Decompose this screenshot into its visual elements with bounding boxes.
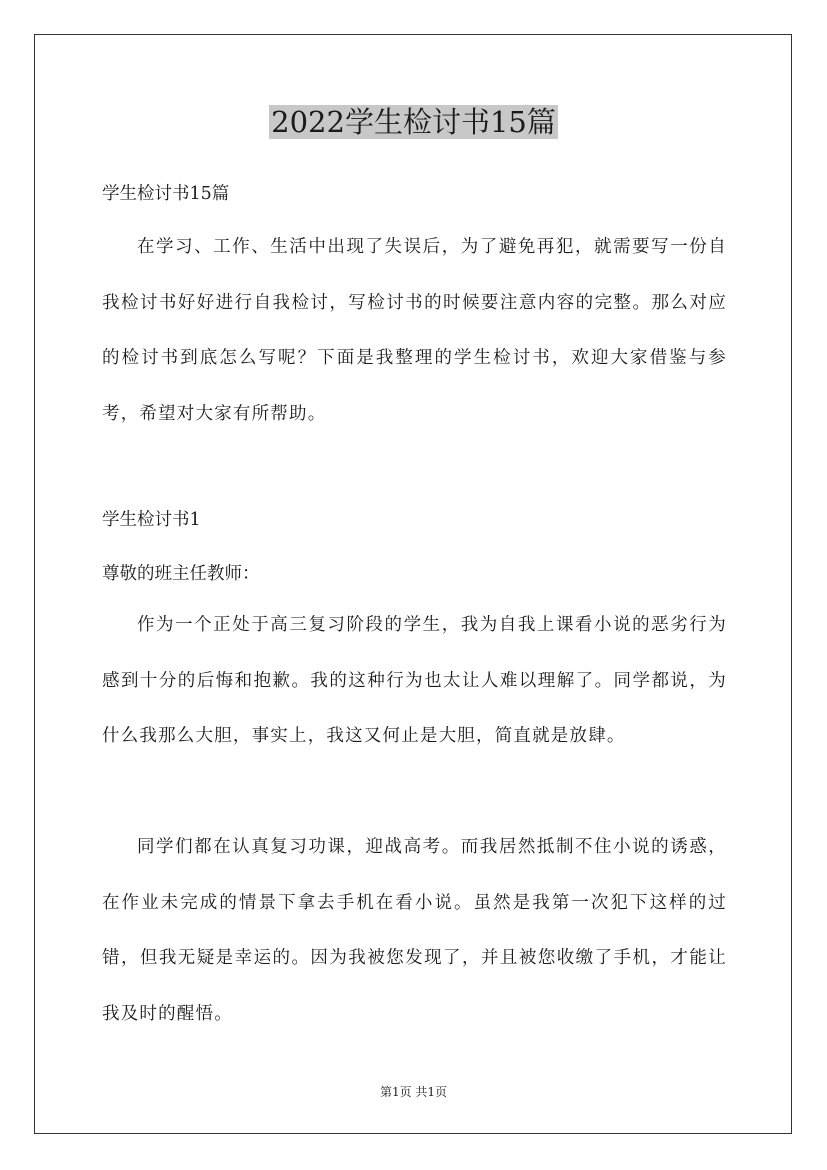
page-number-footer: 第1页 共1页: [379, 1085, 448, 1099]
section-heading: 学生检讨书1: [102, 510, 201, 530]
document-title: [0, 101, 827, 143]
intro-paragraph: 在学习、工作、生活中出现了失误后，为了避免再犯，就需要写一份自我检讨书好好进行自我检讨，写检讨书的时候要注意内容的完整。那么对应的检讨书到底怎么写呢？下面是我整理的学生检讨书，欢迎大家借鉴与参考，希望对大家有所帮助。: [102, 237, 727, 424]
body-paragraph-2: 同学们都在认真复习功课，迎战高考。而我居然抵制不住小说的诱惑，在作业未完成的情景下拿去手机在看小说。虽然是我第一次犯下这样的过错，但我无疑是幸运的。因为我被您发现了，并且被您收缴了手机，才能让我及时的醒悟。: [102, 837, 727, 1024]
salutation: 尊敬的班主任教师：: [102, 564, 260, 584]
document-subtitle: 学生检讨书15篇: [102, 184, 230, 204]
body-paragraph-1: 作为一个正处于高三复习阶段的学生，我为自我上课看小说的恶劣行为感到十分的后悔和抱歉。我的这种行为也太让人难以理解了。同学都说，为什么我那么大胆，事实上，我这又何止是大胆，简直就是放肆。: [102, 615, 727, 746]
document-title-text: 2022学生检讨书15篇: [271, 105, 556, 139]
